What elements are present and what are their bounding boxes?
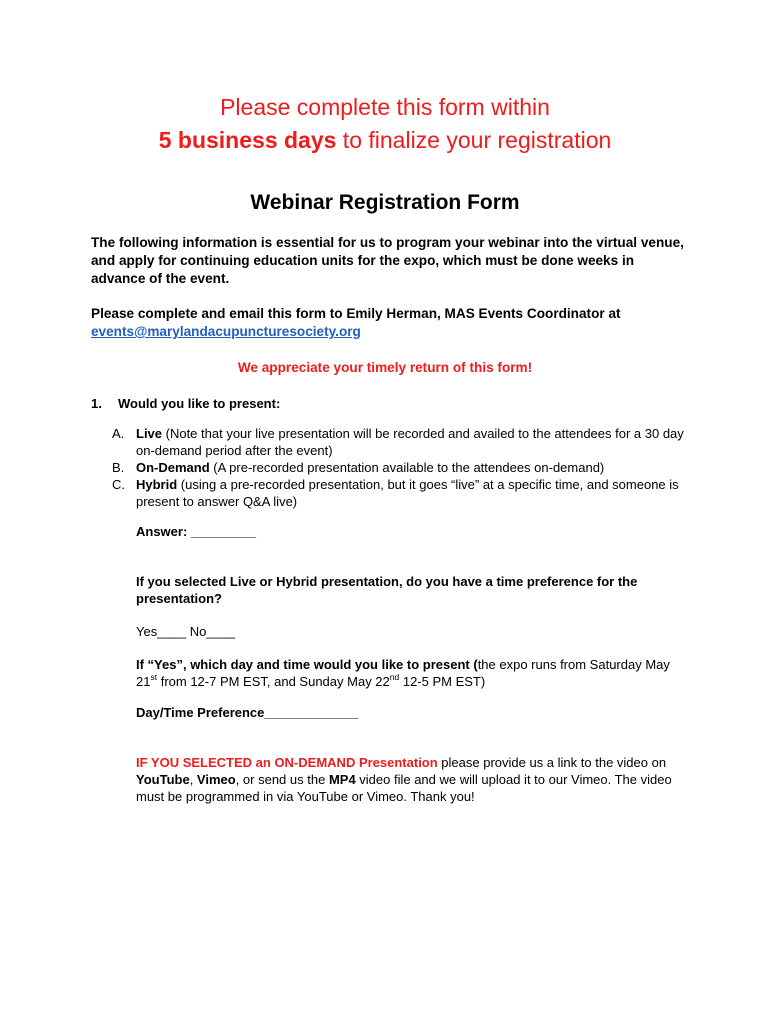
intro-paragraph: The following information is essential for us to program your webinar into the virtual venue, and apply for continuing education units for the expo, which must be done weeks in advance of the event.: [91, 235, 684, 286]
on-demand-text: video file and we will upload it to our Vimeo. The video must be programmed in via YouTube or Vimeo. Thank you!: [136, 772, 672, 804]
option-letter: A.: [112, 426, 125, 441]
on-demand-text: please provide us a link to the video on: [437, 755, 667, 770]
question-present: Would you like to present:: [118, 396, 281, 411]
yes-no-field[interactable]: Yes____ No____: [136, 624, 236, 639]
on-demand-instructions: [136, 754, 681, 805]
option-desc: (A pre-recorded presentation available to the attendees on-demand): [209, 460, 605, 475]
on-demand-text: , or send us the: [235, 772, 329, 787]
email-link[interactable]: events@marylandacupuncturesociety.org: [91, 324, 361, 339]
option-label: On-Demand: [136, 460, 210, 475]
expo-schedule-a: the expo runs from Saturday May 21: [136, 657, 670, 689]
deadline-notice-days: 5 business days: [158, 127, 337, 153]
day-time-preference-field[interactable]: Day/Time Preference_____________: [136, 705, 359, 720]
option-desc: (Note that your live presentation will be recorded and availed to the attendees for a 30 day on-demand period after the event): [136, 426, 684, 458]
on-demand-heading: IF YOU SELECTED an ON-DEMAND Presentation: [136, 755, 438, 770]
option-letter: B.: [112, 460, 125, 475]
expo-schedule-b: from 12-7 PM EST, and Sunday May 22: [157, 674, 390, 689]
question-number: 1.: [91, 396, 102, 411]
vimeo-label: Vimeo: [196, 772, 236, 787]
deadline-notice-line2: [0, 125, 770, 155]
answer-field[interactable]: Answer: _________: [136, 524, 256, 539]
option-desc: (using a pre-recorded presentation, but it goes “live” at a specific time, and someone is present to answer Q&A live): [136, 477, 679, 509]
day-time-question-bold: If “Yes”, which day and time would you like to present (: [136, 657, 478, 672]
expo-schedule-c: 12-5 PM EST): [399, 674, 486, 689]
option-hybrid: [112, 476, 687, 510]
separator: ,: [189, 772, 197, 787]
option-label: Hybrid: [136, 477, 178, 492]
youtube-label: YouTube: [136, 772, 190, 787]
day-time-question: [136, 656, 681, 690]
time-preference-question: If you selected Live or Hybrid presentation, do you have a time preference for the presentation?: [136, 574, 638, 606]
ordinal-suffix: st: [150, 672, 158, 682]
option-live: [112, 425, 687, 459]
option-letter: C.: [112, 477, 125, 492]
appreciation-note: We appreciate your timely return of this form!: [237, 360, 533, 375]
ordinal-suffix: nd: [389, 672, 400, 682]
deadline-notice-line1: Please complete this form within: [220, 94, 550, 120]
mp4-label: MP4: [328, 772, 356, 787]
option-on-demand: [112, 459, 687, 476]
page-title: Webinar Registration Form: [250, 191, 520, 214]
presentation-options-list: [112, 425, 687, 510]
email-instructions-text: Please complete and email this form to Emily Herman, MAS Events Coordinator at: [91, 306, 621, 321]
deadline-notice-rest: to finalize your registration: [336, 127, 612, 153]
email-instructions: [91, 305, 691, 341]
option-label: Live: [136, 426, 163, 441]
